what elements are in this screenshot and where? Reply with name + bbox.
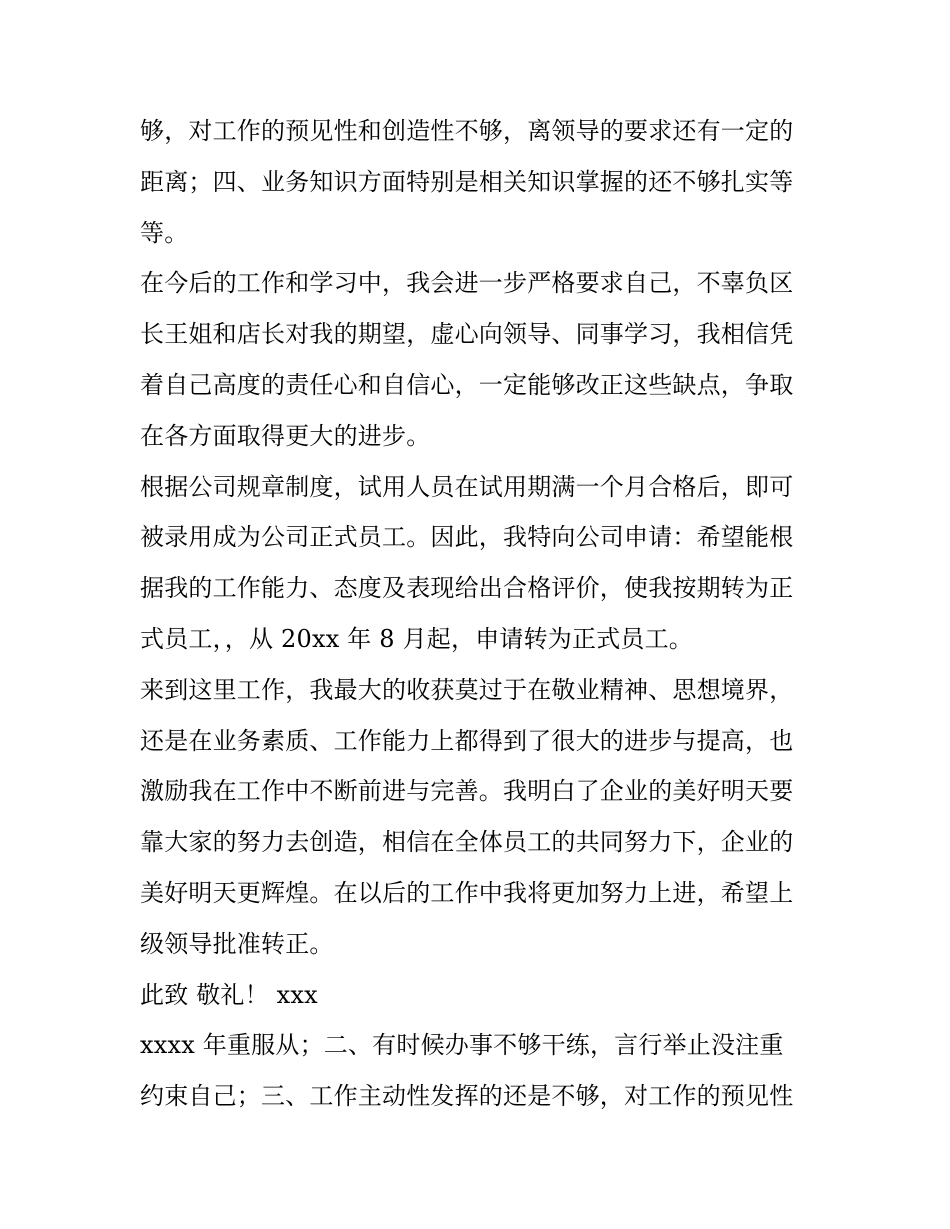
text-line-15: 靠大家的努力去创造，相信在全体员工的共同努力下，企业的 xyxy=(140,828,794,857)
text-line-6: 着自己高度的责任心和自信心，一定能够改正这些缺点，争取 xyxy=(140,370,794,399)
text-line-17: 级领导批准转正。 xyxy=(140,929,334,958)
text-line-9: 被录用成为公司正式员工。因此，我特向公司申请：希望能根 xyxy=(140,523,794,552)
text-line-3: 等。 xyxy=(140,218,189,247)
text-line-19: xxxx 年重服从；二、有时候办事不够干练，言行举止没注重 xyxy=(140,1031,784,1060)
text-line-16: 美好明天更辉煌。在以后的工作中我将更加努力上进，希望上 xyxy=(140,878,794,907)
text-line-10: 据我的工作能力、态度及表现给出合格评价，使我按期转为正 xyxy=(140,574,794,603)
text-line-13: 还是在业务素质、工作能力上都得到了很大的进步与提高，也 xyxy=(140,726,794,755)
text-line-8: 根据公司规章制度，试用人员在试用期满一个月合格后，即可 xyxy=(140,472,794,501)
text-line-2: 距离；四、业务知识方面特别是相关知识掌握的还不够扎实等 xyxy=(140,167,794,196)
text-line-4: 在今后的工作和学习中，我会进一步严格要求自己，不辜负区 xyxy=(140,269,794,298)
text-line-11: 式员工，，从 20xx 年 8 月起，申请转为正式员工。 xyxy=(140,624,693,653)
text-line-18: 此致 敬礼！ xxx xyxy=(140,980,318,1009)
text-line-20: 约束自己；三、工作主动性发挥的还是不够，对工作的预见性 xyxy=(140,1082,794,1111)
text-line-7: 在各方面取得更大的进步。 xyxy=(140,421,431,450)
text-line-14: 激励我在工作中不断前进与完善。我明白了企业的美好明天要 xyxy=(140,777,794,806)
document-body xyxy=(140,106,830,1122)
text-line-1: 够，对工作的预见性和创造性不够，离领导的要求还有一定的 xyxy=(140,117,794,145)
text-line-12: 来到这里工作，我最大的收获莫过于在敬业精神、思想境界， xyxy=(140,675,794,704)
text-line-5: 长王姐和店长对我的期望，虚心向领导、同事学习，我相信凭 xyxy=(140,320,794,349)
